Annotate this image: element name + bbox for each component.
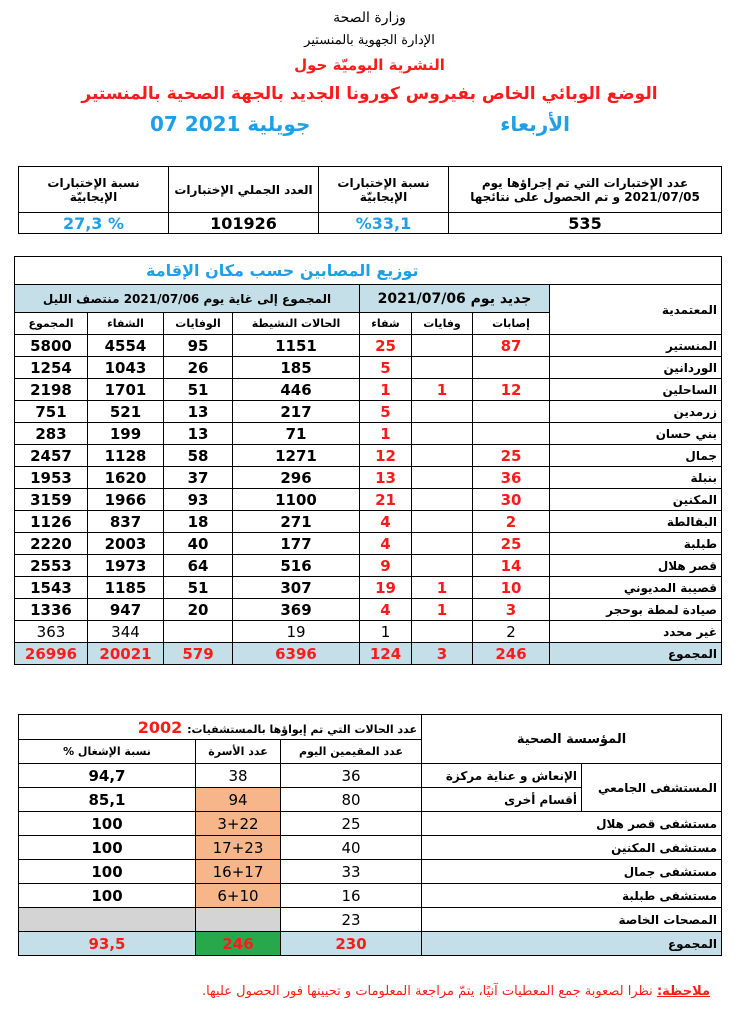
cell-cum-recoveries: 1973: [88, 555, 164, 577]
cell-locality: المكنين: [550, 489, 722, 511]
hosp-count-cell: [19, 715, 422, 740]
cell-total: 2220: [15, 533, 88, 555]
cell-deaths: 1: [412, 599, 473, 621]
cell-service: أقسام أخرى: [422, 788, 582, 812]
cell-locality: الوردانين: [550, 357, 722, 379]
cell-locality: طبلبة: [550, 533, 722, 555]
cell-deaths: [412, 533, 473, 555]
cell-recoveries: 21: [360, 489, 412, 511]
cell-occupancy: 85,1: [19, 788, 196, 812]
cell-cum-recoveries: 1701: [88, 379, 164, 401]
cell-cum-deaths: 64: [164, 555, 233, 577]
bulletin-date: [150, 112, 590, 140]
cell-patients: 25: [281, 812, 422, 836]
cell-cases: 87: [473, 335, 550, 357]
tests-done: 535: [449, 213, 722, 234]
footnote-text: نظرا لصعوبة جمع المعطيات آنيًا، يتمّ مراجعة المعلومات و تحيينها فور الحصول عليها.: [201, 984, 653, 999]
cell-cases: 14: [473, 555, 550, 577]
cell-recoveries: 4: [360, 599, 412, 621]
table-row: [19, 764, 722, 788]
cell-active: 446: [233, 379, 360, 401]
cell-cum-deaths: 13: [164, 401, 233, 423]
cell-patients: 23: [281, 908, 422, 932]
header-recoveries: شفاء: [360, 313, 412, 335]
table-row: [15, 599, 722, 621]
table-row: [15, 445, 722, 467]
table-row: [15, 555, 722, 577]
cell-locality: البقالطة: [550, 511, 722, 533]
header-active: الحالات النشيطة: [233, 313, 360, 335]
cell-total: 1543: [15, 577, 88, 599]
cell-total: 5800: [15, 335, 88, 357]
header-positive-rate: نسبة الإختبارات الإيجابيّة: [319, 167, 449, 213]
cell-beds: 6+10: [196, 884, 281, 908]
cell-cum-recoveries: 521: [88, 401, 164, 423]
cell-locality: قصيبة المديوني: [550, 577, 722, 599]
table-row: [15, 357, 722, 379]
positive-rate: %33,1: [319, 213, 449, 234]
header-cum-deaths: الوفايات: [164, 313, 233, 335]
cell-total: 1336: [15, 599, 88, 621]
table-row: [15, 511, 722, 533]
cell-institution: مستشفى جمال: [422, 860, 722, 884]
cell-locality: زرمدين: [550, 401, 722, 423]
table-row: [15, 489, 722, 511]
cell-active: 177: [233, 533, 360, 555]
cell-deaths: [412, 401, 473, 423]
cell-active: 217: [233, 401, 360, 423]
cell-beds: 3+22: [196, 812, 281, 836]
cell-recoveries: 5: [360, 357, 412, 379]
cell-occupancy: 100: [19, 860, 196, 884]
cell-occupancy: 100: [19, 812, 196, 836]
cell-locality: قصر هلال: [550, 555, 722, 577]
cell-recoveries: 13: [360, 467, 412, 489]
cell-occupancy: 94,7: [19, 764, 196, 788]
cell-total: 1126: [15, 511, 88, 533]
cell-recoveries: 19: [360, 577, 412, 599]
distribution-title: توزيع المصابين حسب مكان الإقامة: [15, 257, 550, 285]
cell-total: 2457: [15, 445, 88, 467]
table-row: [15, 577, 722, 599]
cell-cum-recoveries: 1185: [88, 577, 164, 599]
total-beds: 246: [196, 932, 281, 956]
cell-total: 283: [15, 423, 88, 445]
cell-cases: 2: [473, 621, 550, 643]
cell-cases: [473, 357, 550, 379]
header-cases: إصابات: [473, 313, 550, 335]
cell-university-hospital: المستشفى الجامعي: [582, 764, 722, 812]
cell-active: 296: [233, 467, 360, 489]
header-patients: عدد المقيمين اليوم: [281, 740, 422, 764]
cell-recoveries: 1: [360, 379, 412, 401]
total-tests: 101926: [169, 213, 319, 234]
header-new: جديد يوم 2021/07/06: [360, 285, 550, 313]
cell-institution: المصحات الخاصة: [422, 908, 722, 932]
cell-recoveries: 1: [360, 423, 412, 445]
cell-patients: 16: [281, 884, 422, 908]
table-row: [15, 335, 722, 357]
total-recoveries: 124: [360, 643, 412, 665]
cell-cum-deaths: 58: [164, 445, 233, 467]
cell-cases: 30: [473, 489, 550, 511]
cell-active: 307: [233, 577, 360, 599]
cell-cases: 36: [473, 467, 550, 489]
table-row: [15, 379, 722, 401]
cell-patients: 36: [281, 764, 422, 788]
cell-patients: 40: [281, 836, 422, 860]
cell-total: 1254: [15, 357, 88, 379]
cell-institution: مستشفى المكنين: [422, 836, 722, 860]
footnote-label: ملاحظة:: [656, 984, 710, 999]
cell-deaths: [412, 555, 473, 577]
cell-cum-deaths: 51: [164, 379, 233, 401]
cell-active: 1271: [233, 445, 360, 467]
header-beds: عدد الأسرة: [196, 740, 281, 764]
cell-deaths: 1: [412, 577, 473, 599]
table-row: [19, 908, 722, 932]
header-occupancy: نسبة الإشغال %: [19, 740, 196, 764]
cell-cum-deaths: 26: [164, 357, 233, 379]
cell-recoveries: 1: [360, 621, 412, 643]
header-total: المجموع: [15, 313, 88, 335]
table-row: [15, 467, 722, 489]
total-patients: 230: [281, 932, 422, 956]
cell-deaths: [412, 335, 473, 357]
cell-active: 1151: [233, 335, 360, 357]
cell-occupancy: [19, 908, 196, 932]
table-row: [15, 401, 722, 423]
cell-deaths: [412, 357, 473, 379]
cell-recoveries: 12: [360, 445, 412, 467]
cell-beds: [196, 908, 281, 932]
cell-total: 363: [15, 621, 88, 643]
total-active: 6396: [233, 643, 360, 665]
header-locality: المعتمدية: [550, 285, 722, 335]
bulletin-subject: الوضع الوبائي الخاص بفيروس كورونا الجديد بالجهة الصحية بالمنستير: [81, 84, 658, 104]
cell-cum-recoveries: 1043: [88, 357, 164, 379]
cell-cum-deaths: 37: [164, 467, 233, 489]
ministry-name: وزارة الصحة: [333, 10, 406, 26]
cell-cum-deaths: [164, 621, 233, 643]
cell-cum-recoveries: 1128: [88, 445, 164, 467]
table-row: [15, 423, 722, 445]
cell-locality: المنستير: [550, 335, 722, 357]
cell-cases: 12: [473, 379, 550, 401]
cell-beds: 94: [196, 788, 281, 812]
header-total-tests: العدد الجملي الإختبارات: [169, 167, 319, 213]
cell-recoveries: 5: [360, 401, 412, 423]
cell-deaths: [412, 489, 473, 511]
cell-patients: 80: [281, 788, 422, 812]
cell-recoveries: 25: [360, 335, 412, 357]
cell-cum-recoveries: 947: [88, 599, 164, 621]
cell-institution: مستشفى قصر هلال: [422, 812, 722, 836]
cell-patients: 33: [281, 860, 422, 884]
total-label: المجموع: [550, 643, 722, 665]
header-total-positive-rate: نسبة الإختبارات الإيجابيّة: [19, 167, 169, 213]
distribution-table: [14, 256, 722, 665]
table-row: [19, 884, 722, 908]
cell-cases: 2: [473, 511, 550, 533]
cell-cum-deaths: 93: [164, 489, 233, 511]
cell-active: 271: [233, 511, 360, 533]
cell-beds: 17+23: [196, 836, 281, 860]
cell-cum-deaths: 40: [164, 533, 233, 555]
hospitals-table: [18, 714, 722, 956]
cell-deaths: [412, 445, 473, 467]
cell-locality: غير محدد: [550, 621, 722, 643]
cell-cum-recoveries: 344: [88, 621, 164, 643]
total-cum-recoveries: 20021: [88, 643, 164, 665]
cell-cases: [473, 401, 550, 423]
cell-active: 369: [233, 599, 360, 621]
total-sum: 26996: [15, 643, 88, 665]
totals-row: [19, 932, 722, 956]
cell-active: 71: [233, 423, 360, 445]
cell-cases: 10: [473, 577, 550, 599]
cell-cum-deaths: 20: [164, 599, 233, 621]
cell-recoveries: 4: [360, 533, 412, 555]
cell-cases: 25: [473, 445, 550, 467]
cell-deaths: [412, 511, 473, 533]
cell-locality: بني حسان: [550, 423, 722, 445]
cell-cum-deaths: 13: [164, 423, 233, 445]
cell-locality: جمال: [550, 445, 722, 467]
cell-cum-deaths: 95: [164, 335, 233, 357]
cell-total: 2553: [15, 555, 88, 577]
cell-cum-deaths: 51: [164, 577, 233, 599]
cell-service: الإنعاش و عناية مركزة: [422, 764, 582, 788]
cell-total: 1953: [15, 467, 88, 489]
cell-occupancy: 100: [19, 884, 196, 908]
cell-cum-recoveries: 199: [88, 423, 164, 445]
hosp-count: 2002: [137, 717, 183, 737]
cell-cases: 3: [473, 599, 550, 621]
cell-active: 19: [233, 621, 360, 643]
table-row: [19, 860, 722, 884]
cell-cum-recoveries: 2003: [88, 533, 164, 555]
cell-total: 2198: [15, 379, 88, 401]
table-row: [15, 621, 722, 643]
cell-cases: 25: [473, 533, 550, 555]
header-institution: المؤسسة الصحية: [422, 715, 722, 764]
day-name: الأربعاء: [500, 112, 570, 136]
cell-cum-recoveries: 1620: [88, 467, 164, 489]
directorate-name: الإدارة الجهوية بالمنستير: [304, 33, 435, 48]
cell-locality: الساحلين: [550, 379, 722, 401]
total-positive-rate: 27,3 %: [19, 213, 169, 234]
total-label: المجموع: [422, 932, 722, 956]
table-row: [19, 836, 722, 860]
totals-row: [15, 643, 722, 665]
header-cum-recoveries: الشفاء: [88, 313, 164, 335]
footnote: [60, 984, 710, 999]
cell-locality: صيادة لمطة بوحجر: [550, 599, 722, 621]
total-deaths: 3: [412, 643, 473, 665]
header-cumulative: المجموع إلى غاية يوم 2021/07/06 منتصف الليل: [15, 285, 360, 313]
cell-locality: بنبلة: [550, 467, 722, 489]
cell-active: 516: [233, 555, 360, 577]
cell-total: 3159: [15, 489, 88, 511]
header-deaths: وفايات: [412, 313, 473, 335]
cell-deaths: [412, 621, 473, 643]
bulletin-title: النشرية اليوميّة حول: [294, 56, 445, 74]
cell-beds: 16+17: [196, 860, 281, 884]
header-tests-done: عدد الإختبارات التي تم إجراؤها يوم 2021/07/05 و تم الحصول على نتائجها: [449, 167, 722, 213]
cell-deaths: 1: [412, 379, 473, 401]
cell-cum-recoveries: 837: [88, 511, 164, 533]
table-row: [15, 533, 722, 555]
cell-beds: 38: [196, 764, 281, 788]
cell-active: 185: [233, 357, 360, 379]
total-occupancy: 93,5: [19, 932, 196, 956]
cell-deaths: [412, 423, 473, 445]
cell-deaths: [412, 467, 473, 489]
cell-institution: مستشفى طبلبة: [422, 884, 722, 908]
cell-recoveries: 9: [360, 555, 412, 577]
cell-recoveries: 4: [360, 511, 412, 533]
tests-table: [18, 166, 722, 234]
cell-cum-recoveries: 1966: [88, 489, 164, 511]
cell-cum-recoveries: 4554: [88, 335, 164, 357]
date-text: 07 جويلية 2021: [150, 112, 311, 136]
cell-occupancy: 100: [19, 836, 196, 860]
total-cum-deaths: 579: [164, 643, 233, 665]
cell-cum-deaths: 18: [164, 511, 233, 533]
cell-total: 751: [15, 401, 88, 423]
cell-cases: [473, 423, 550, 445]
total-cases: 246: [473, 643, 550, 665]
cell-active: 1100: [233, 489, 360, 511]
table-row: [19, 812, 722, 836]
header-hosp-count: عدد الحالات التي تم إيواؤها بالمستشفيات:: [187, 722, 418, 736]
